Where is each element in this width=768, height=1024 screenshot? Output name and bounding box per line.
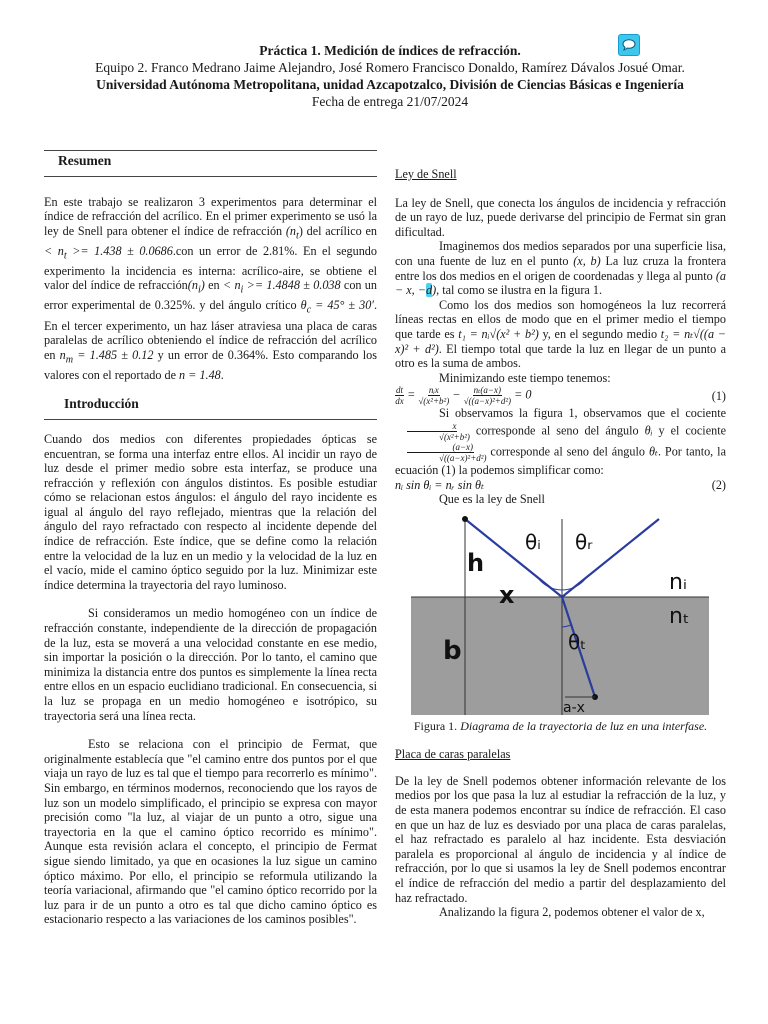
paper-institution: Universidad Autónoma Metropolitana, unidad Azcapotzalco, División de Ciencias Básicas e Ingeniería (96, 77, 684, 92)
introduccion-heading: Introducción (64, 396, 139, 412)
right-column (395, 167, 726, 920)
equation-2: nᵢ sin θᵢ = nᵣ sin θₜ (2) (395, 477, 726, 492)
intro-paragraph-2: Si consideramos un medio homogéneo con un índice de refracción constante, independiente de la dirección de propagación de la luz, esta se moverá a una velocidad constante en ese medio, sin importar la posición o la dirección. Por lo tanto, el camino que minimiza la distancia entre dos puntos es simplemente la línea recta entre ellos en un espacio euclidiano tradicional. En consecuencia, si la luz se propaga en un medio homogéneo e isotrópico, su trayectoria será una línea recta. (44, 606, 377, 723)
b-label: b (443, 635, 462, 666)
snell-heading: Ley de Snell (395, 167, 457, 181)
resumen-heading: Resumen (44, 150, 377, 172)
x-label: x (499, 580, 515, 609)
equation-2-number: (2) (711, 477, 726, 492)
n-i-label: nᵢ (669, 569, 687, 595)
placa-heading: Placa de caras paralelas (395, 747, 511, 762)
snell-paragraph-1: La ley de Snell, que conecta los ángulos de incidencia y refracción de un rayo de luz, puede derivarse del principio de Fermat sin gran dificultad. (395, 195, 726, 239)
theta-i-label: θᵢ (525, 529, 541, 554)
snell-diagram (395, 509, 726, 717)
comment-icon[interactable] (618, 34, 640, 56)
snell-paragraph-6: Que es la ley de Snell (439, 492, 545, 507)
paper-authors: Equipo 2. Franco Medrano Jaime Alejandro, José Romero Francisco Donaldo, Ramírez Dávalos Josué Omar. (95, 60, 685, 75)
snell-paragraph-5: Si observamos la figura 1, observamos que el cociente $\frac{x}{\text{√(x²+b²)}}$ corresponde al seno del ángulo θᵢ y el cociente $\frac{(a-x)}{\text{√((a−x)²+d²)}}$ corresponde al seno del ángulo θₜ. Por tanto, la ecuación (1) la podemos simplificar como: (395, 406, 726, 477)
left-column (44, 150, 377, 927)
highlighted-d[interactable]: d (426, 283, 433, 298)
intro-paragraph-1: Cuando dos medios con diferentes propiedades ópticas se encuentran, se forma una interfaz entre ellos. Al incidir un rayo de luz desde el primer medio sobre esta interfaz, se produce una refracción y reflexión con ángulos distintos. Es posible estudiar cómo se relacionan estos ángulos: el ángulo del rayo incidente es igual al ángulo del rayo reflejado, mientras que la relación del ángulo del rayo refractado con respecto al incidente depende del índice de refracción. Este índice, que se define como la relación entre la velocidad de la luz en un medio y la velocidad de la luz en el vacío, mide el camino óptico seguido por la luz. Minimizar este índice determina la trayectoria del rayo luminoso. (44, 431, 377, 592)
a-minus-x-label: a-x (563, 699, 585, 716)
equation-1-number: (1) (711, 388, 726, 403)
intro-paragraph-3: Esto se relaciona con el principio de Fermat, que originalmente establecía que "el camino entre dos puntos por el que viaja un rayo de luz es tal que el tiempo para recorrerlo es mínimo". Sin embargo, en términos modernos, reconociendo que los rayos de luz son un modelo simplificado, el principio se expresa con mayor precisión como "la luz, al viajar de un punto a otro, sigue una trayectoria en la que el camino óptico recorrido es mínimo". Aunque esta revisión aclara el concepto, el principio de Fermat sigue siendo limitado, ya que en ocasiones la luz sigue un camino óptico máximo. Por ello, el principio se reformula utilizando la teoría variacional, afirmando que "el camino óptico recorrido por la luz para ir de un punto a otro es tal que dicho camino óptico es estacionario respecto a las variaciones de los caminos posibles". (44, 737, 377, 927)
snell-paragraph-2: Imaginemos dos medios separados por una superficie lisa, con una fuente de luz en el punto (x, b) La luz cruza la frontera entre los dos medios en el origen de coordenadas y llega al punto (a − x, −d), tal como se ilustra en la figura 1. (395, 239, 726, 298)
n-t-label: nₜ (669, 603, 690, 629)
equation-1: $\frac{dt}{dx}$ = $\frac{\text{nᵢx}}{\text{√(x²+b²)}}$ − $\frac{\text{nₜ(a−x)}}{\text{√((a−x)²+d²)}}$ = 0 (1) (395, 385, 726, 407)
h-label: h (467, 548, 485, 577)
source-point (462, 516, 468, 522)
figure-1 (395, 509, 726, 717)
theta-r-label: θᵣ (575, 529, 593, 554)
theta-t-label: θₜ (568, 629, 587, 654)
resumen-paragraph: En este trabajo se realizaron 3 experimentos para determinar el índice de refracción del acrílico. En el primer experimento se usó la ley de Snell para obtener el índice de refracción $(n_t)$ del acrílico en < $n_t >= 1.438 \pm 0.0686.con$ un error de 2.81%. En el segundo experimento la incidencia es interna: acrílico-aire, se obtiene el valor del índice de $refracción(n_i)$ en < $n_i >= 1.4848 \pm 0.038$ con un error experimental de 0.325%. y del ángulo crítico $\theta_c = 45^\circ \pm 30'$. En el tercer experimento, un haz láser atraviesa una placa de caras paralelas de acrílico obteniendo el índice de refracción del acrílico en $n_m = 1.485 \pm 0.12$ y un error de 0.364%. Esto comparando los valores con el reportado de n = 1.48. (44, 194, 377, 382)
placa-paragraph-1: De la ley de Snell podemos obtener información relevante de los medios por los que pasa la luz al estudiar la refracción de la luz, y de esta manera podemos encontrar su índice de refracción. El caso en que un haz de luz es desviado por una placa de caras paralelas, el haz refractado es paralelo al haz incidente. Esta desviación paralela es proporcional al ángulo de incidencia y al índice de refracción, por lo que si usamos la ley de Snell podemos encontrar el índice de refracción del medio a partir del desplazamiento del haz refractado. (395, 773, 726, 905)
snell-paragraph-3: Como los dos medios son homogéneos la luz recorrerá líneas rectas en ellos de modo que en el primer medio el tiempo que tarde es t₁ = nᵢ√(x² + b²) y, en el segundo medio t₂ = nₜ√((a − x)² + d²). El tiempo total que tarde la luz en llegar de un punto a otro es la suma de ambos. (395, 297, 726, 371)
paper-date: Fecha de entrega 21/07/2024 (311, 94, 469, 109)
snell-paragraph-4: Minimizando este tiempo tenemos: (439, 370, 611, 385)
paper-title: Práctica 1. Medición de índices de refracción. (259, 43, 521, 58)
placa-paragraph-2: Analizando la figura 2, podemos obtener el valor de x, (439, 905, 705, 920)
figure-1-caption: Figura 1. Diagrama de la trayectoria de luz en una interfase. (413, 718, 708, 733)
